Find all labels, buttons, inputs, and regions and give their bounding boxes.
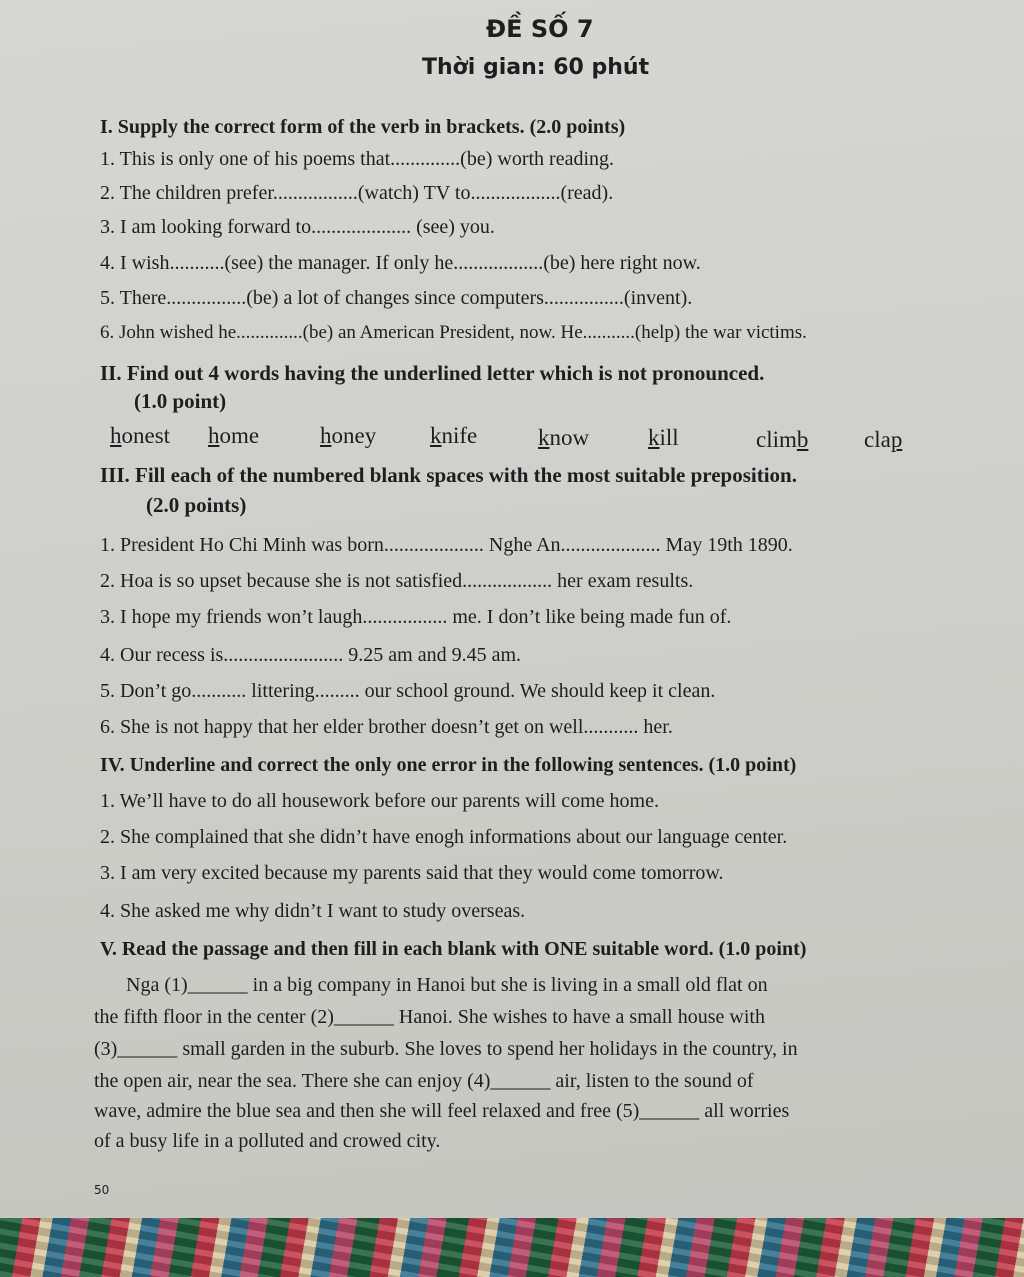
section-1-line: 3. I am looking forward to.................... (see) you. <box>100 216 495 238</box>
word-option: climb <box>756 427 809 452</box>
page-footer-mark: 50 <box>94 1183 110 1197</box>
section-3-line: 6. She is not happy that her elder brother doesn’t get on well........... her. <box>100 716 673 738</box>
word-option: clap <box>864 427 903 452</box>
section-1-heading: I. Supply the correct form of the verb in brackets. (2.0 points) <box>100 116 626 138</box>
word-option: honest <box>110 423 171 448</box>
word-option: honey <box>320 423 377 448</box>
section-3-line: 3. I hope my friends won’t laugh................. me. I don’t like being made fun of. <box>100 606 732 628</box>
exam-title: ĐỀ SỐ 7 <box>486 15 594 43</box>
section-1-line: 2. The children prefer.................(watch) TV to..................(read). <box>100 182 614 204</box>
section-4-line: 1. We’ll have to do all housework before our parents will come home. <box>100 790 659 812</box>
section-3-line: 1. President Ho Chi Minh was born.................... Nghe An.................... May 19th 1890. <box>100 534 793 556</box>
section-3-line: 2. Hoa is so upset because she is not satisfied.................. her exam results. <box>100 570 694 592</box>
section-3-line: 5. Don’t go........... littering......... our school ground. We should keep it clean. <box>100 680 716 702</box>
section-4-heading: IV. Underline and correct the only one error in the following sentences. (1.0 point) <box>100 754 797 776</box>
section-5-heading: V. Read the passage and then fill in each blank with ONE suitable word. (1.0 point) <box>100 938 807 960</box>
word-option: know <box>538 425 590 450</box>
section-2-heading: II. Find out 4 words having the underlined letter which is not pronounced. <box>100 361 765 385</box>
fabric-texture <box>0 1218 1024 1277</box>
section-3-points: (2.0 points) <box>146 493 247 517</box>
section-4-line: 3. I am very excited because my parents said that they would come tomorrow. <box>100 862 724 884</box>
section-4-line: 4. She asked me why didn’t I want to study overseas. <box>100 900 526 922</box>
section-3-line: 4. Our recess is........................ 9.25 am and 9.45 am. <box>100 644 522 666</box>
word-option: kill <box>648 425 679 450</box>
section-4-line: 2. She complained that she didn’t have enogh informations about our language center. <box>100 826 788 848</box>
passage-line: Nga (1)______ in a big company in Hanoi but she is living in a small old flat on <box>126 974 768 996</box>
word-option: knife <box>430 423 478 448</box>
passage-line: the fifth floor in the center (2)______ Hanoi. She wishes to have a small house with <box>94 1006 765 1028</box>
section-1-line: 6. John wished he..............(be) an American President, now. He...........(help) the war victims. <box>100 322 807 343</box>
section-3-heading: III. Fill each of the numbered blank spaces with the most suitable preposition. <box>100 463 797 487</box>
passage-line: of a busy life in a polluted and crowed city. <box>94 1130 441 1152</box>
exam-time: Thời gian: 60 phút <box>422 55 650 80</box>
section-1-line: 5. There................(be) a lot of changes since computers................(invent). <box>100 287 693 309</box>
section-2-points: (1.0 point) <box>134 389 227 413</box>
section-1-line: 4. I wish...........(see) the manager. If only he..................(be) here right now. <box>100 252 701 274</box>
passage-line: wave, admire the blue sea and then she will feel relaxed and free (5)______ all worries <box>94 1100 790 1122</box>
word-option: home <box>208 423 260 448</box>
passage-line: the open air, near the sea. There she can enjoy (4)______ air, listen to the sound of <box>94 1070 754 1092</box>
passage-line: (3)______ small garden in the suburb. She loves to spend her holidays in the country, in <box>94 1038 798 1060</box>
section-1-line: 1. This is only one of his poems that..............(be) worth reading. <box>100 148 615 170</box>
